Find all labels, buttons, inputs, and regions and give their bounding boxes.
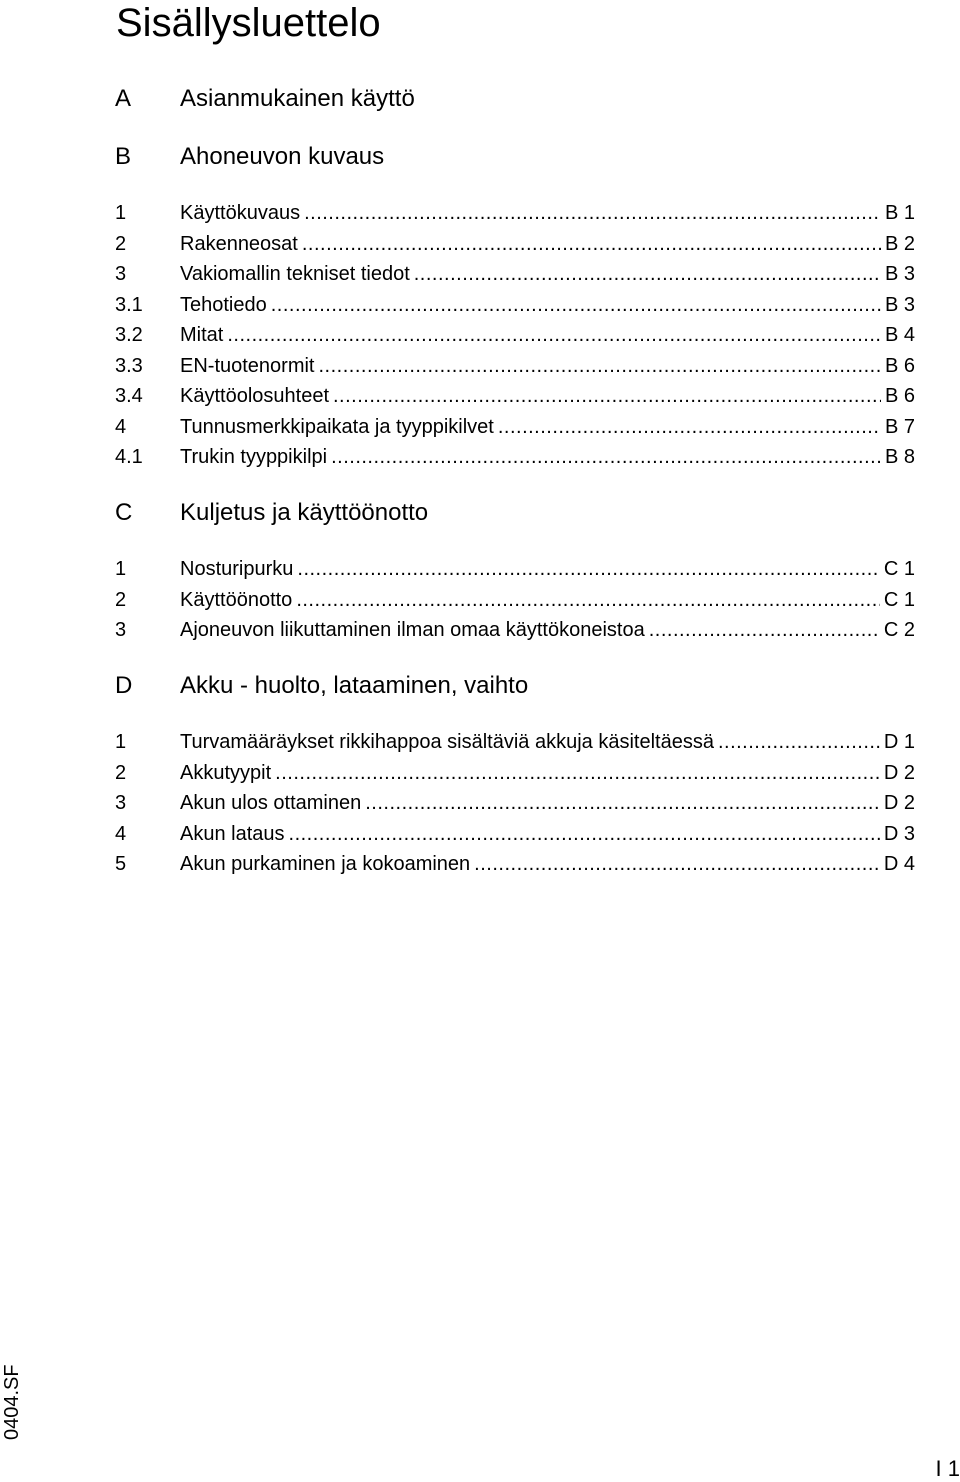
dot-leader: [304, 200, 881, 226]
toc-entry[interactable]: [0, 444, 960, 470]
entry-page: D 2: [883, 761, 915, 784]
entry-page: B 3: [884, 263, 915, 285]
entry-line: [180, 383, 915, 409]
entry-title: Käyttökuvaus: [180, 202, 301, 224]
dot-leader: [331, 444, 881, 470]
entry-title: Käyttöolosuhteet: [180, 385, 329, 407]
dot-leader: [302, 231, 881, 257]
entry-page: C 1: [883, 588, 915, 611]
entry-number: 2: [115, 761, 127, 784]
toc-entry[interactable]: [0, 292, 960, 318]
section-title: Asianmukainen käyttö: [180, 85, 415, 112]
entry-line: [180, 200, 915, 226]
section-title: Ahoneuvon kuvaus: [180, 143, 385, 170]
entry-line: [180, 292, 915, 318]
dot-leader: [474, 851, 880, 877]
entry-number: 1: [115, 202, 127, 224]
entry-number: 4: [115, 822, 127, 845]
entry-number: 3: [115, 619, 127, 641]
entry-page: C 2: [883, 619, 915, 641]
toc-entry[interactable]: [0, 617, 960, 643]
dot-leader: [296, 587, 880, 613]
section-letter: A: [115, 85, 132, 112]
entry-page: D 2: [883, 792, 915, 814]
toc-entry[interactable]: [0, 556, 960, 582]
dot-leader: [333, 383, 881, 409]
toc-entry[interactable]: [0, 414, 960, 440]
entry-title: Tunnusmerkkipaikata ja tyyppikilvet: [180, 415, 494, 438]
entry-number: 4: [115, 415, 127, 438]
entry-line: [180, 821, 915, 847]
entry-page: D 1: [883, 731, 915, 753]
entry-number: 1: [115, 731, 127, 753]
entry-page: B 8: [884, 446, 915, 468]
entry-page: B 6: [884, 385, 915, 407]
entry-page: D 4: [883, 853, 915, 875]
dot-leader: [365, 790, 880, 816]
toc-entry[interactable]: [0, 231, 960, 257]
entry-page: B 1: [884, 202, 915, 224]
toc-entry[interactable]: [0, 322, 960, 348]
entry-line: [180, 617, 915, 643]
entry-page: C 1: [883, 558, 915, 580]
entry-number: 2: [115, 232, 127, 255]
dot-leader: [289, 821, 880, 847]
entry-page: D 3: [883, 822, 915, 845]
entry-title: Tehotiedo: [180, 293, 267, 316]
entry-title: EN-tuotenormit: [180, 354, 315, 377]
toc-entry[interactable]: [0, 851, 960, 877]
entry-line: [180, 556, 915, 582]
entry-line: [180, 414, 915, 440]
entry-number: 3: [115, 792, 127, 814]
section-heading: [0, 84, 960, 114]
entry-page: B 2: [884, 232, 915, 255]
entry-line: [180, 444, 915, 470]
document-code: 0404.SF: [1, 1364, 23, 1440]
entry-number: 3.4: [115, 385, 143, 407]
entry-title: Akun lataus: [180, 822, 285, 845]
toc-entry[interactable]: [0, 383, 960, 409]
toc-entry[interactable]: [0, 821, 960, 847]
entry-page: B 7: [884, 415, 915, 438]
entry-page: B 6: [884, 354, 915, 377]
entry-title: Akun purkaminen ja kokoaminen: [180, 853, 471, 875]
entry-page: B 4: [884, 324, 915, 346]
dot-leader: [275, 760, 880, 786]
entry-page: B 3: [884, 293, 915, 316]
entry-title: Trukin tyyppikilpi: [180, 446, 328, 468]
entry-line: [180, 790, 915, 816]
toc-entry[interactable]: [0, 790, 960, 816]
page-number: I 1: [935, 1456, 960, 1481]
entry-title: Vakiomallin tekniset tiedot: [180, 263, 410, 285]
entry-number: 2: [115, 588, 127, 611]
entry-number: 3.3: [115, 354, 143, 377]
dot-leader: [718, 729, 880, 755]
dot-leader: [319, 353, 881, 379]
dot-leader: [297, 556, 879, 582]
toc-entry[interactable]: [0, 200, 960, 226]
section-heading: [0, 498, 960, 528]
page-title: Sisällysluettelo: [116, 1, 381, 45]
toc-entry[interactable]: [0, 587, 960, 613]
toc-entry[interactable]: [0, 760, 960, 786]
entry-title: Turvamääräykset rikkihappoa sisältäviä akkuja käsiteltäessä: [180, 731, 714, 753]
section-letter: C: [115, 499, 133, 526]
entry-number: 3.1: [115, 293, 143, 316]
dot-leader: [649, 617, 880, 643]
entry-line: [180, 851, 915, 877]
entry-title: Ajoneuvon liikuttaminen ilman omaa käyttökoneistoa: [180, 619, 645, 641]
section-heading: [0, 671, 960, 701]
entry-line: [180, 729, 915, 755]
entry-number: 3: [115, 263, 127, 285]
entry-title: Käyttöönotto: [180, 588, 293, 611]
entry-line: [180, 353, 915, 379]
entry-number: 3.2: [115, 324, 143, 346]
section-heading: [0, 142, 960, 172]
dot-leader: [498, 414, 881, 440]
entry-number: 5: [115, 853, 127, 875]
section-letter: D: [115, 672, 133, 699]
entry-line: [180, 231, 915, 257]
entry-number: 4.1: [115, 446, 143, 468]
entry-line: [180, 322, 915, 348]
entry-number: 1: [115, 558, 127, 580]
toc-entry[interactable]: [0, 729, 960, 755]
dot-leader: [271, 292, 881, 318]
section-title: Kuljetus ja käyttöönotto: [180, 499, 429, 526]
toc-entry[interactable]: [0, 353, 960, 379]
section-title: Akku - huolto, lataaminen, vaihto: [180, 672, 529, 699]
entry-title: Akun ulos ottaminen: [180, 792, 362, 814]
entry-title: Rakenneosat: [180, 232, 298, 255]
dot-leader: [227, 322, 881, 348]
entry-line: [180, 587, 915, 613]
entry-title: Nosturipurku: [180, 558, 294, 580]
toc-entry[interactable]: [0, 261, 960, 287]
entry-line: [180, 261, 915, 287]
entry-line: [180, 760, 915, 786]
section-letter: B: [115, 143, 132, 170]
entry-title: Akkutyypit: [180, 761, 272, 784]
dot-leader: [414, 261, 881, 287]
entry-title: Mitat: [180, 324, 224, 346]
